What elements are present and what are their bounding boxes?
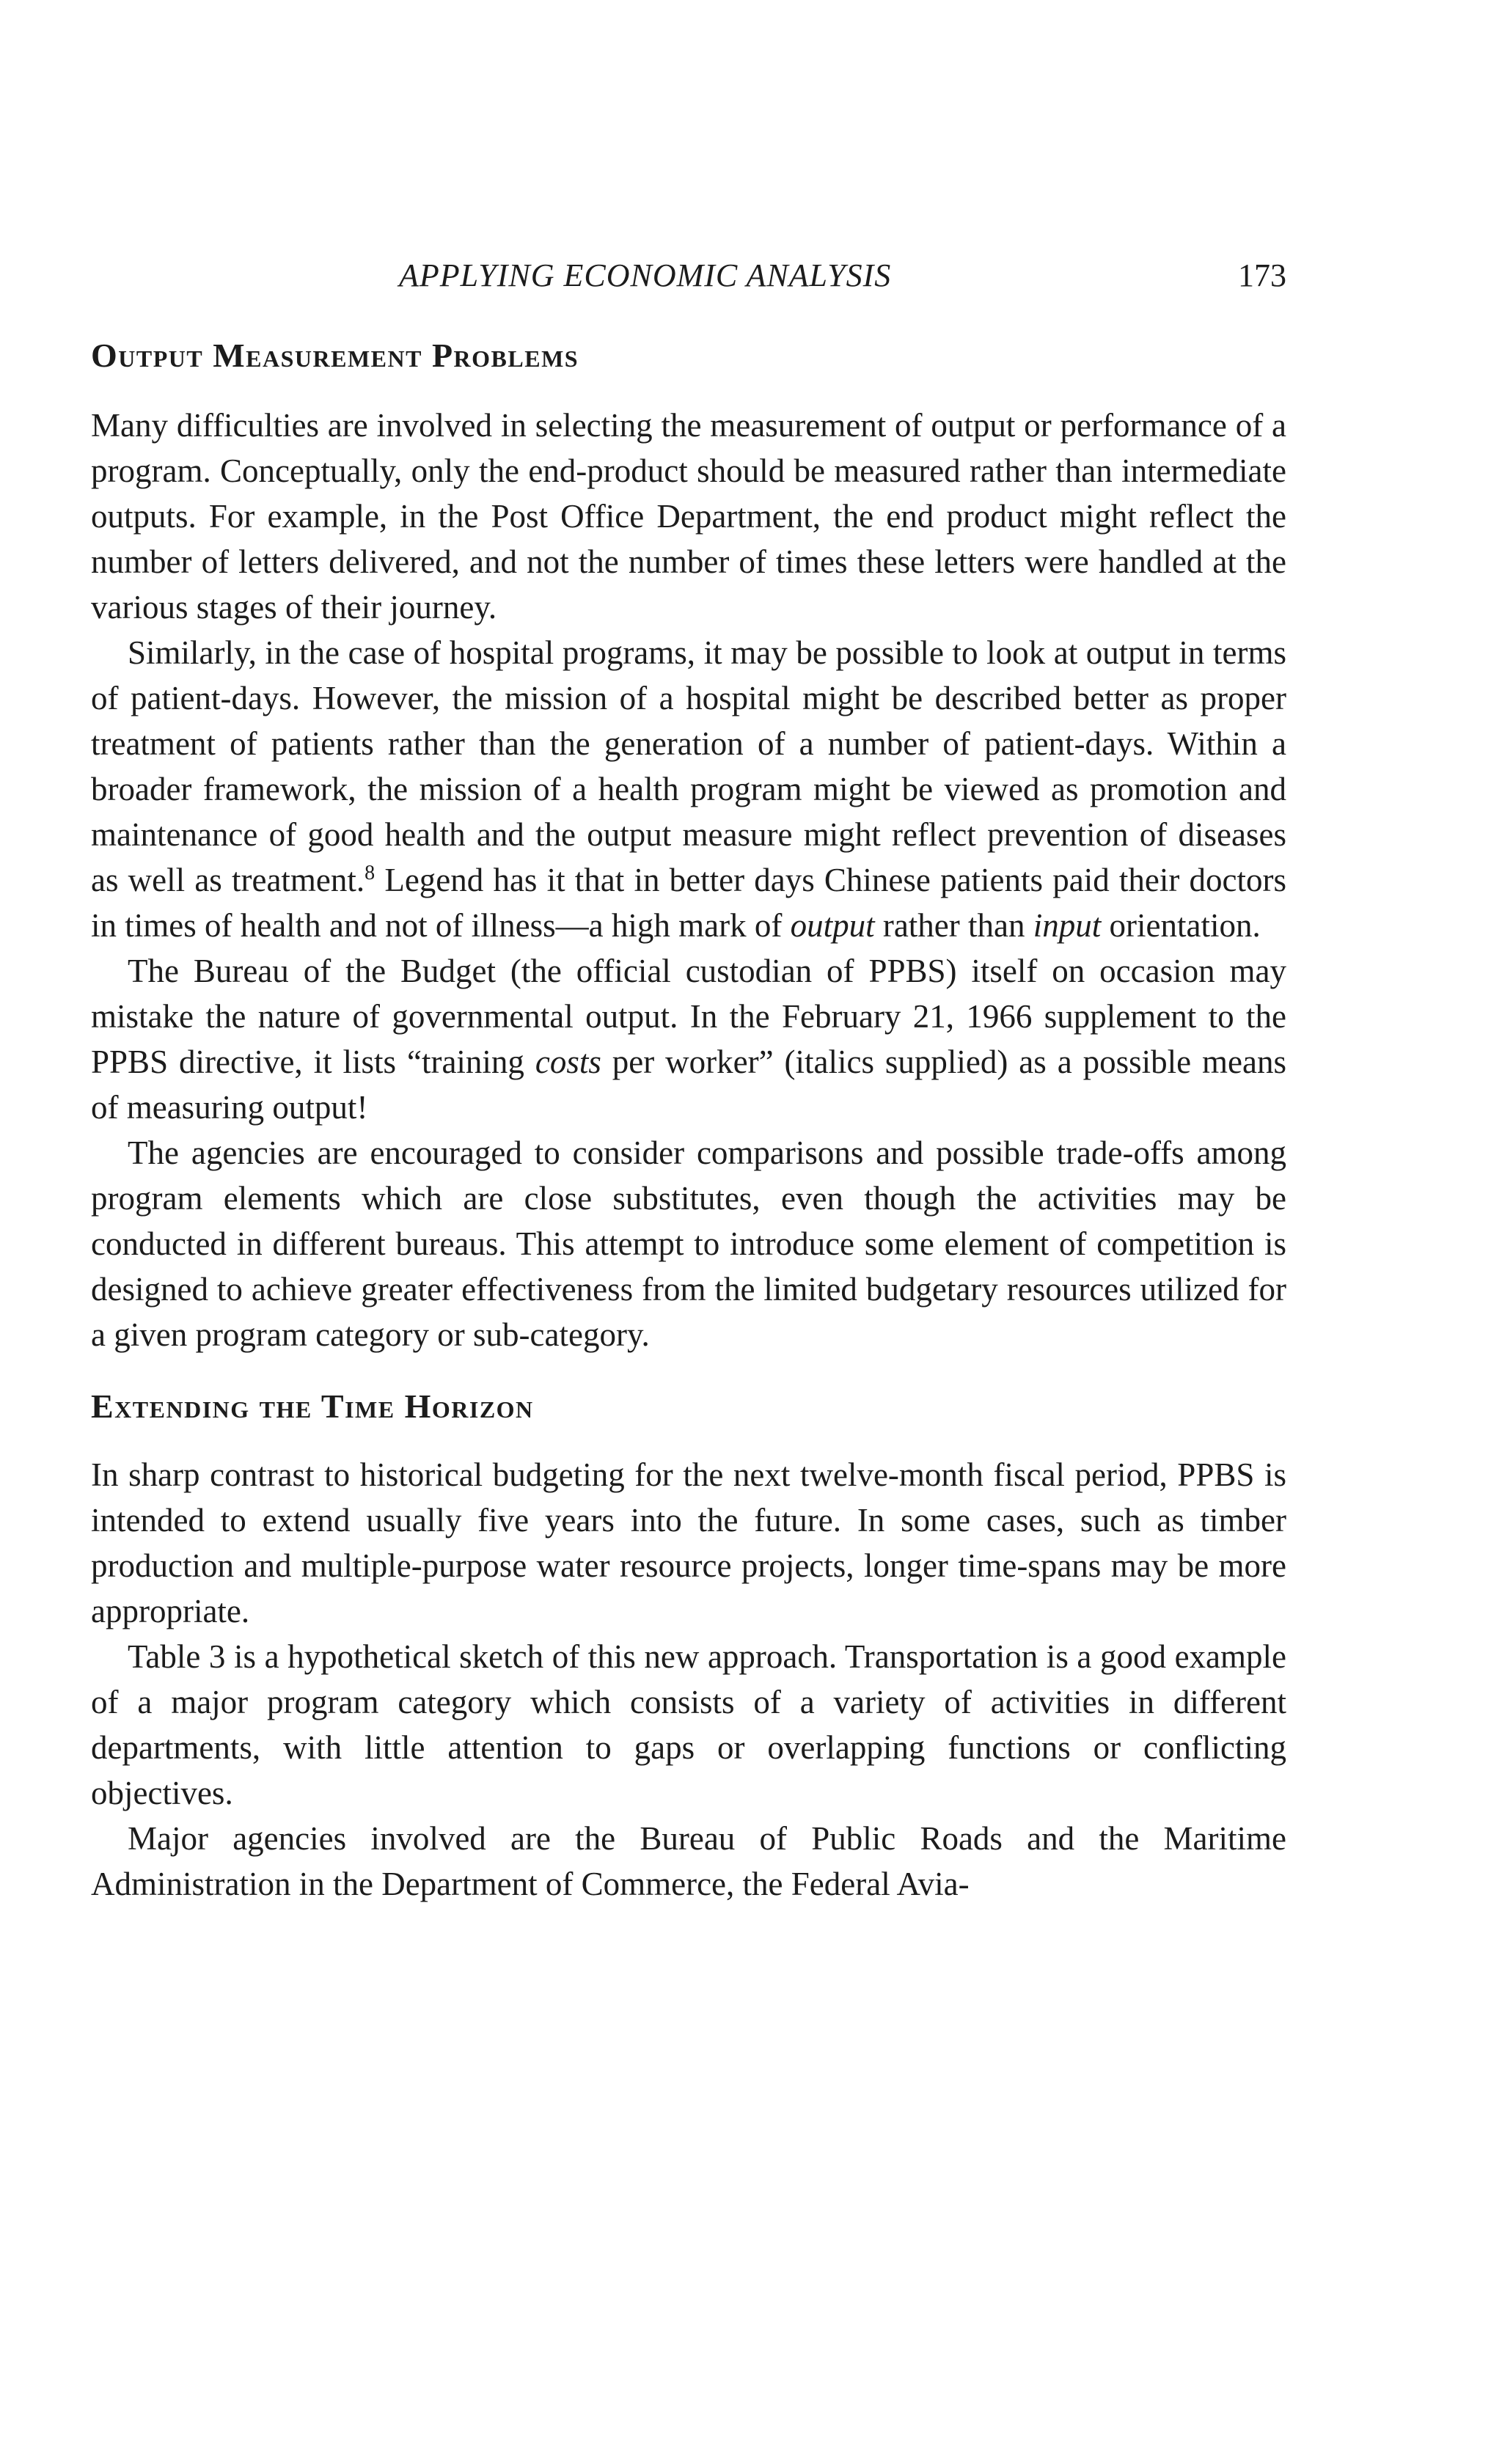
italic-term: costs <box>535 1044 601 1080</box>
italic-term: output <box>790 907 875 944</box>
paragraph-text: Legend has it that in better days Chinese patients paid their doctors in times of health and not of illness—a high mark of <box>91 862 1286 944</box>
paragraph: The agencies are encouraged to consider comparisons and possible trade-offs among program elements which are close substitutes, even though the activities may be conducted in different bureaus. This attempt to introduce some element of competition is designed to achieve greater effectiveness from the limited budgetary resources utilized for a given program category or sub-category. <box>91 1134 1286 1353</box>
paragraph <box>91 948 1286 1130</box>
running-head <box>91 257 1286 308</box>
paragraph <box>91 630 1286 948</box>
paragraph-text: rather than <box>874 907 1033 944</box>
footnote-marker: 8 <box>364 862 376 884</box>
section-heading-time-horizon: Extending the Time Horizon <box>91 1387 534 1425</box>
running-title: APPLYING ECONOMIC ANALYSIS <box>399 257 892 293</box>
paragraph-text: The Bureau of the Budget (the official custodian of PPBS) itself on occasion may mistake the nature of governmental output. In the February 21, 1966 supplement to the PPBS directive, it lists “training <box>91 953 1286 1080</box>
paragraph-text: Similarly, in the case of hospital programs, it may be possible to look at output in terms of patient-days. However, the mission of a hospital might be described better as proper treatment of patients rather than the generation of a number of patient-days. Within a broader framework, the mission of a health program might be viewed as promotion and maintenance of good health and the output measure might reflect prevention of diseases as well as treatment. <box>91 634 1286 898</box>
book-page <box>91 257 1286 1907</box>
paragraph-text: orientation. <box>1101 907 1261 944</box>
italic-term: input <box>1033 907 1102 944</box>
section-heading-output-measurement: Output Measurement Problems <box>91 337 579 374</box>
paragraph: Many difficulties are involved in selecting the measurement of output or performance of a program. Conceptually, only the end-product should be measured rather than intermediate outputs. For example, in the Post Office Department, the end product might reflect the number of letters delivered, and not the number of times these letters were handled at the various stages of their journey. <box>91 407 1286 626</box>
paragraph: In sharp contrast to historical budgeting for the next twelve-month fiscal period, PPBS is intended to extend usually five years into the future. In some cases, such as timber production and multiple-purpose water resource projects, longer time-spans may be more appropriate. <box>91 1456 1286 1629</box>
paragraph: Major agencies involved are the Bureau of Public Roads and the Maritime Administration in the Department of Commerce, the Federal Avia- <box>91 1820 1286 1902</box>
page-number: 173 <box>1238 257 1286 293</box>
paragraph: Table 3 is a hypothetical sketch of this new approach. Transportation is a good example of a major program category which consists of a variety of activities in different departments, with little attention to gaps or overlapping functions or conflicting objectives. <box>91 1638 1286 1811</box>
paragraph-text: per worker” (italics supplied) as a possible means of measuring output! <box>91 1044 1287 1126</box>
